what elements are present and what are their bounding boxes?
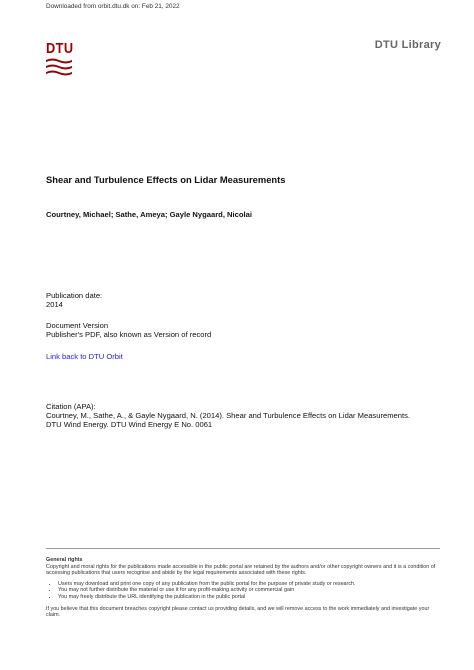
dtu-orbit-link[interactable]: Link back to DTU Orbit — [46, 352, 123, 361]
citation-line-1: Courtney, M., Sathe, A., & Gayle Nygaard, N. (2014). Shear and Turbulence Effects on Lidar Measurements. — [46, 411, 410, 421]
citation-line-2: DTU Wind Energy. DTU Wind Energy E No. 0061 — [46, 420, 213, 430]
document-authors: Courtney, Michael; Sathe, Ameya; Gayle Nygaard, Nicolai — [46, 210, 252, 219]
divider — [46, 548, 440, 549]
general-rights — [46, 557, 442, 619]
rights-item: • You may freely distribute the URL identifying the publication in the public portal — [58, 594, 442, 601]
general-rights-intro: Copyright and moral rights for the publications made accessible in the public portal are retained by the authors and/or other copyright owners and it is a condition of accessing publications that users recognise and abide by the legal requirements associated with these rights. — [46, 563, 436, 577]
general-rights-title: General rights — [46, 557, 83, 563]
dtu-library-label: DTU Library — [374, 39, 441, 51]
citation-block — [46, 402, 446, 430]
rights-item: • You may not further distribute the material or use it for any profit-making activity or commercial gain — [58, 587, 442, 594]
document-version-block — [46, 321, 211, 339]
dtu-wave-icon — [46, 58, 72, 78]
general-rights-outro: If you believe that this document breaches copyright please contact us providing details, and we will remove access to the work immediately and investigate your claim. — [46, 605, 430, 619]
publication-date-value: 2014 — [46, 300, 63, 310]
logo-text: DTU — [46, 40, 74, 57]
rights-list — [46, 581, 442, 601]
publication-date-block — [46, 291, 102, 309]
citation-label: Citation (APA): — [46, 402, 96, 411]
document-version-value: Publisher's PDF, also known as Version of record — [46, 330, 212, 340]
rights-item: • Users may download and print one copy of any publication from the public portal for the purpose of private study or research. — [58, 581, 442, 588]
document-title: Shear and Turbulence Effects on Lidar Measurements — [46, 174, 286, 185]
dtu-logo — [46, 41, 74, 83]
publication-date-label: Publication date: — [46, 291, 103, 300]
download-note: Downloaded from orbit.dtu.dk on: Feb 21, 2022 — [46, 3, 180, 10]
document-version-label: Document Version — [46, 321, 109, 330]
